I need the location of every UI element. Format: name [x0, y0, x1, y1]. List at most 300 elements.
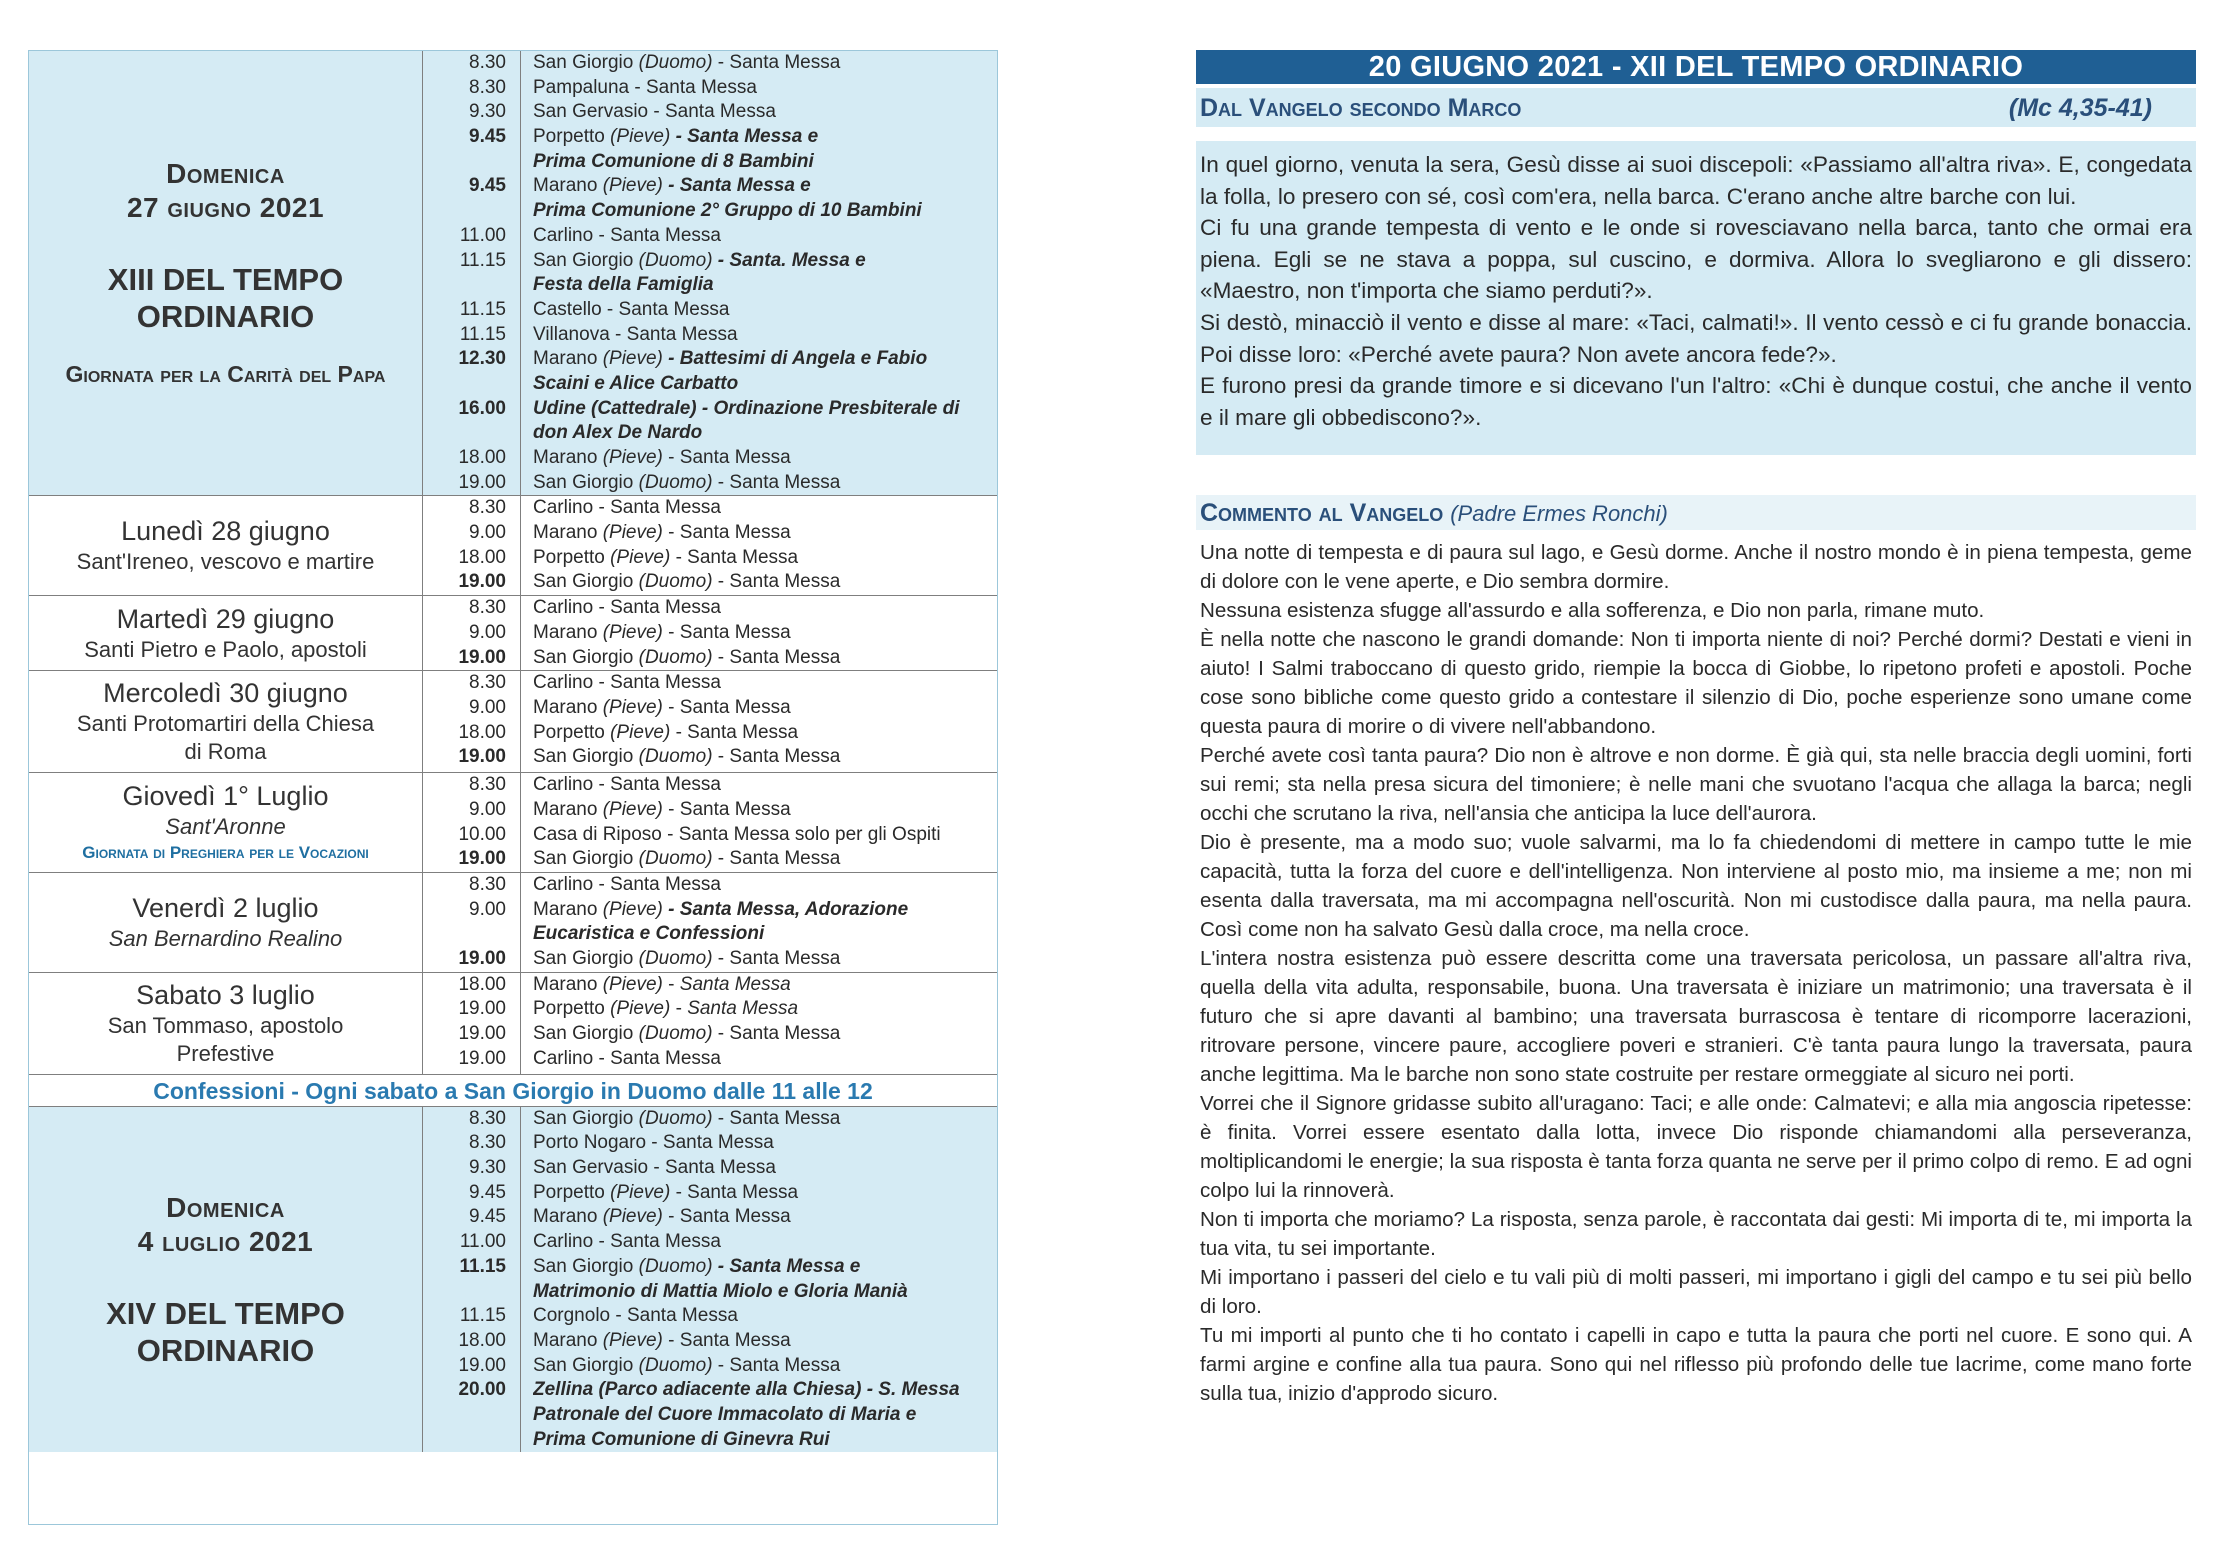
gospel-paragraph: Ci fu una grande tempesta di vento e le onde si rovesciavano nella barca, tanto che ormai era piena. Egli se ne stava a poppa, sul cuscino, e dormiva. Allora lo svegliarono e gli dissero: «Maestro, non t'importa che siamo perduti?».	[1200, 215, 2192, 304]
event-text: San Giorgio	[533, 471, 639, 493]
event-text: - Santa Messa	[712, 1354, 841, 1376]
mass-event	[533, 1156, 997, 1181]
saint-of-day: Sant'Aronne	[165, 814, 286, 840]
mass-time: 8.30	[469, 672, 506, 694]
weekday-name: Venerdì 2 luglio	[132, 892, 319, 923]
mass-time	[423, 421, 520, 446]
event-text: Porpetto	[533, 126, 611, 148]
event-column	[521, 773, 997, 872]
event-text: Marano	[533, 898, 603, 920]
event-text: - Santa Messa	[662, 798, 791, 820]
mass-time: 9.30	[469, 1157, 506, 1179]
event-text: - Santa Messa	[712, 52, 841, 73]
weekday-block	[29, 596, 997, 671]
event-text: - Santa Messa	[712, 848, 841, 870]
weekday-block	[29, 671, 997, 773]
event-text: Castello - Santa Messa	[533, 298, 730, 320]
mass-event	[533, 1047, 997, 1072]
event-text: Porpetto	[533, 721, 611, 743]
gospel-text	[1196, 141, 2196, 455]
mass-time: 8.30	[469, 52, 506, 73]
mass-time: 18.00	[458, 973, 506, 995]
event-text: (Duomo)	[638, 646, 713, 668]
event-text: (Pieve)	[610, 998, 671, 1020]
mass-time: 18.00	[458, 1329, 506, 1351]
event-text: Marano	[533, 348, 603, 370]
reading-header: 20 GIUGNO 2021 - XII DEL TEMPO ORDINARIO	[1196, 50, 2196, 84]
saint-of-day: di Roma	[184, 739, 267, 765]
saint-of-day: San Tommaso, apostolo	[107, 1012, 344, 1038]
mass-event	[533, 1378, 997, 1403]
mass-time: 20.00	[458, 1379, 506, 1401]
mass-event	[533, 496, 997, 521]
event-text: - Santa Messa	[670, 546, 799, 568]
event-text: Villanova - Santa Messa	[533, 323, 738, 345]
event-text: Marano	[533, 522, 603, 544]
mass-time: 9.45	[469, 126, 506, 148]
event-text: (Pieve)	[602, 898, 663, 920]
mass-event	[533, 922, 997, 947]
mass-event	[533, 1131, 997, 1156]
event-text: Carlino - Santa Messa	[533, 1047, 721, 1069]
mass-event	[533, 125, 997, 150]
time-column	[423, 496, 521, 595]
mass-time	[423, 1403, 520, 1428]
event-text: Porpetto	[533, 1181, 611, 1203]
event-text: (Duomo)	[638, 848, 713, 870]
time-column	[423, 873, 521, 972]
gospel-paragraph: E furono presi da grande timore e si dicevano l'un l'altro: «Chi è dunque costui, che anche il vento e il mare gli obbediscono?».	[1200, 373, 2192, 430]
comment-paragraph: Una notte di tempesta e di paura sul lago, e Gesù dorme. Anche il nostro mondo è in piena tempesta, geme di dolore con le vene aperte, e Dio sembra dormire.	[1200, 541, 2192, 594]
comment-paragraph: Mi importano i passeri del cielo e tu vali più di molti passeri, mi importano i gigli del campo e tu sei più bello di loro.	[1200, 1266, 2192, 1319]
time-column	[423, 596, 521, 670]
mass-time	[423, 150, 520, 175]
event-column	[521, 671, 997, 772]
event-text: (Pieve)	[602, 798, 663, 820]
mass-event	[533, 847, 997, 872]
day-label-cell	[29, 973, 423, 1074]
event-text: (Duomo)	[638, 948, 713, 969]
event-text: Santa Messa	[687, 998, 799, 1020]
mass-time: 12.30	[458, 348, 506, 370]
sunday-date-line: Domenica	[166, 158, 285, 190]
mass-event	[533, 947, 997, 972]
mass-event	[533, 1428, 997, 1453]
day-label-cell	[29, 1107, 423, 1453]
saint-of-day: Sant'Ireneo, vescovo e martire	[76, 549, 375, 575]
event-text: San Giorgio	[533, 848, 639, 870]
event-column	[521, 973, 997, 1074]
event-text: (Duomo)	[638, 471, 713, 493]
weekday-block	[29, 496, 997, 596]
event-text: Marano	[533, 175, 603, 197]
mass-time: 19.00	[458, 646, 506, 668]
event-text: Marano	[533, 447, 603, 468]
mass-event	[533, 898, 997, 923]
mass-event	[533, 323, 997, 348]
event-text: - Santa Messa	[662, 696, 791, 718]
mass-time: 8.30	[469, 873, 506, 895]
event-text: Eucaristica e Confessioni	[533, 923, 765, 945]
gospel-paragraph: In quel giorno, venuta la sera, Gesù disse ai suoi discepoli: «Passiamo all'altra riva». E, congedata la folla, lo presero con sé, così com'era, nella barca. C'erano anche altre barche con lui.	[1200, 152, 2192, 209]
weekday-block	[29, 973, 997, 1075]
event-text: - Santa Messa	[712, 746, 841, 768]
event-text: (Pieve)	[610, 546, 671, 568]
mass-time: 19.00	[458, 571, 506, 593]
event-text: (Duomo)	[638, 1107, 713, 1129]
weekday-name: Sabato 3 luglio	[136, 979, 315, 1010]
comment-paragraph: Perché avete così tanta paura? Dio non è altrove e non dorme. È già qui, sta nelle braccia degli uomini, forti sui remi; sta nella presa sicura del timoniere; è nelle mani che svuotano l'acqua che allaga la barca; negli occhi che scrutano la riva, nell'ansia che anticipa la luce dell'aurora.	[1200, 744, 2192, 826]
event-text: (Pieve)	[610, 1181, 671, 1203]
event-text: - Santa Messa	[670, 1181, 799, 1203]
mass-event	[533, 1304, 997, 1329]
mass-time: 18.00	[458, 721, 506, 743]
event-text: (Pieve)	[602, 973, 663, 995]
mass-time: 9.45	[469, 1206, 506, 1228]
event-text: -	[670, 998, 688, 1020]
mass-time: 9.30	[469, 101, 506, 123]
event-column	[521, 1107, 997, 1453]
day-note: Giornata di Preghiera per le Vocazioni	[82, 843, 369, 863]
event-text: Patronale del Cuore Immacolato di Maria e	[533, 1403, 917, 1425]
event-text: (Duomo)	[638, 52, 713, 73]
weekday-name: Martedì 29 giugno	[116, 603, 335, 634]
event-text: Marano	[533, 973, 603, 995]
gospel-paragraph: Si destò, minacciò il vento e disse al mare: «Taci, calmati!». Il vento cessò e ci fu grande bonaccia. Poi disse loro: «Perché avete paura? Non avete ancora fede?».	[1200, 309, 2192, 367]
mass-event	[533, 397, 997, 422]
mass-event	[533, 224, 997, 249]
mass-time: 18.00	[458, 546, 506, 568]
mass-time: 8.30	[469, 1132, 506, 1154]
event-text: Carlino - Santa Messa	[533, 873, 721, 895]
event-text: Marano	[533, 1329, 603, 1351]
gospel-title: Dal Vangelo secondo Marco	[1200, 94, 1522, 122]
day-note: Giornata per la Carità del Papa	[65, 361, 386, 388]
mass-time: 16.00	[458, 397, 506, 419]
mass-time: 19.00	[458, 848, 506, 870]
mass-time: 19.00	[458, 471, 506, 493]
event-text: - Santa Messa	[712, 646, 841, 668]
event-text: - Santa Messa	[712, 571, 841, 593]
mass-time	[423, 1428, 520, 1453]
comment-title-row	[1196, 495, 2196, 530]
weekday-name: Mercoledì 30 giugno	[103, 678, 348, 709]
event-text: - Santa Messa e	[712, 1255, 861, 1277]
event-text: (Pieve)	[610, 126, 671, 148]
weekday-name: Lunedì 28 giugno	[121, 516, 330, 547]
mass-event	[533, 596, 997, 621]
mass-event	[533, 621, 997, 646]
comment-text	[1196, 530, 2196, 1408]
saint-of-day: Prefestive	[176, 1040, 275, 1066]
event-text: (Duomo)	[638, 249, 713, 271]
event-text: Scaini e Alice Carbatto	[533, 372, 739, 394]
event-text: Prima Comunione di 8 Bambini	[533, 150, 814, 172]
event-text: - Santa Messa	[712, 1107, 841, 1129]
mass-time	[423, 1280, 520, 1305]
mass-event	[533, 150, 997, 175]
event-text: (Duomo)	[638, 746, 713, 768]
mass-event	[533, 721, 997, 746]
event-text: (Duomo)	[638, 571, 713, 593]
sunday-date-line: 27 giugno 2021	[126, 192, 325, 224]
comment-author: (Padre Ermes Ronchi)	[1450, 501, 1668, 527]
mass-event	[533, 973, 997, 998]
event-text: - Santa Messa	[662, 522, 791, 544]
event-text: (Pieve)	[610, 721, 671, 743]
event-text: Carlino - Santa Messa	[533, 224, 721, 246]
event-text: - Santa Messa	[662, 447, 791, 468]
mass-event	[533, 273, 997, 298]
event-text: - Battesimi di Angela e Fabio	[662, 348, 928, 370]
liturgical-title: XIII DEL TEMPO	[107, 262, 344, 298]
event-text: (Duomo)	[638, 1354, 713, 1376]
mass-event	[533, 76, 997, 101]
event-text: Carlino - Santa Messa	[533, 597, 721, 619]
mass-event	[533, 671, 997, 696]
mass-time: 11.15	[459, 323, 506, 345]
time-column	[423, 1107, 521, 1453]
mass-event	[533, 199, 997, 224]
event-text: Pampaluna - Santa Messa	[533, 76, 757, 98]
mass-event	[533, 798, 997, 823]
time-column	[423, 973, 521, 1074]
mass-time: 9.45	[469, 175, 506, 197]
event-text: Porpetto	[533, 546, 611, 568]
sunday-date-line: 4 luglio 2021	[137, 1225, 314, 1257]
event-text: (Pieve)	[602, 696, 663, 718]
event-column	[521, 596, 997, 670]
mass-event	[533, 1107, 997, 1132]
comment-paragraph: È nella notte che nascono le grandi domande: Non ti importa niente di noi? Perché dormi? Destati e vieni in aiuto! I Salmi traboccano di questo grido, riempie la bocca di Giobbe, lo ripetono profeti e apostoli. Poche cose sono bibliche come questo grido a contestare il silenzio di Dio, poche esperienze sono umane come questa paura di morire o di vivere nell'abbandono.	[1200, 628, 2192, 739]
mass-time: 19.00	[458, 998, 506, 1020]
day-label-cell	[29, 596, 423, 670]
mass-event	[533, 100, 997, 125]
event-text: - Santa Messa	[712, 948, 841, 969]
event-text: Marano	[533, 1206, 603, 1228]
event-text: Carlino - Santa Messa	[533, 672, 721, 694]
reading-column	[1196, 50, 2196, 1408]
event-text: - Santa. Messa e	[712, 249, 866, 271]
event-text: San Giorgio	[533, 52, 639, 73]
weekday-block	[29, 773, 997, 873]
mass-time: 19.00	[458, 1354, 506, 1376]
event-text: Corgnolo - Santa Messa	[533, 1305, 738, 1327]
mass-time: 8.30	[469, 774, 506, 796]
mass-event	[533, 1255, 997, 1280]
liturgical-title: XIV DEL TEMPO	[106, 1295, 345, 1331]
event-text: Carlino - Santa Messa	[533, 497, 721, 519]
mass-event	[533, 646, 997, 671]
confession-banner: Confessioni - Ogni sabato a San Giorgio in Duomo dalle 11 alle 12	[29, 1075, 997, 1107]
mass-time: 19.00	[458, 1023, 506, 1045]
event-text: Marano	[533, 696, 603, 718]
event-text: don Alex De Nardo	[533, 422, 703, 444]
mass-event	[533, 873, 997, 898]
mass-event	[533, 1205, 997, 1230]
mass-event	[533, 471, 997, 496]
event-text: - Santa Messa	[662, 1329, 791, 1351]
event-text: (Pieve)	[602, 522, 663, 544]
event-text: Porpetto	[533, 998, 611, 1020]
event-text: (Duomo)	[638, 1023, 713, 1045]
event-text: San Giorgio	[533, 948, 639, 969]
time-column	[423, 773, 521, 872]
mass-time: 9.00	[469, 696, 506, 718]
event-text: Prima Comunione di Ginevra Rui	[533, 1428, 830, 1450]
mass-event	[533, 1354, 997, 1379]
mass-event	[533, 521, 997, 546]
event-text: Casa di Riposo - Santa Messa solo per gli Ospiti	[533, 823, 941, 845]
mass-event	[533, 570, 997, 595]
mass-time: 11.15	[459, 298, 506, 320]
mass-time: 9.00	[469, 522, 506, 544]
weekday-name: Giovedì 1° Luglio	[122, 781, 329, 812]
event-column	[521, 51, 997, 495]
event-text: Carlino - Santa Messa	[533, 1231, 721, 1253]
mass-event	[533, 1403, 997, 1428]
event-text: Matrimonio di Mattia Miolo e Gloria Manià	[533, 1280, 908, 1302]
comment-paragraph: Non ti importa che moriamo? La risposta, senza parole, è raccontata dai gesti: Mi importa di te, mi importa la tua vita, tu sei importante.	[1200, 1208, 2192, 1261]
mass-time	[423, 922, 520, 947]
day-label-cell	[29, 873, 423, 972]
event-text: Prima Comunione 2° Gruppo di 10 Bambini	[533, 200, 922, 222]
event-text: -	[662, 973, 680, 995]
mass-time: 8.30	[469, 76, 506, 98]
saint-of-day: Santi Protomartiri della Chiesa	[76, 711, 375, 737]
event-text: San Gervasio - Santa Messa	[533, 101, 776, 123]
mass-event	[533, 421, 997, 446]
event-text: Carlino - Santa Messa	[533, 774, 721, 796]
event-text: San Giorgio	[533, 1255, 639, 1277]
event-text: (Pieve)	[602, 1206, 663, 1228]
event-text: San Giorgio	[533, 646, 639, 668]
sunday-block	[29, 1107, 997, 1453]
time-column	[423, 51, 521, 495]
event-text: San Giorgio	[533, 746, 639, 768]
event-text: San Giorgio	[533, 1354, 639, 1376]
comment-paragraph: Dio è presente, ma a modo suo; vuole salvarmi, ma lo fa chiedendomi di mettere in campo tutte le mie capacità, tutta la forza del cuore e dell'intelligenza. Non interviene al posto mio, ma insieme a me; non mi esenta dalla traversata, ma mi accompagna nell'oscurità. Non mi custodisce dalla paura, ma nella paura. Così come non ha salvato Gesù dalla croce, ma nella croce.	[1200, 831, 2192, 942]
event-text: - Santa Messa	[712, 1023, 841, 1045]
event-text: - Santa Messa	[712, 471, 841, 493]
comment-paragraph: L'intera nostra esistenza può essere descritta come una traversata pericolosa, un passare all'altra riva, quella della vita adulta, responsabile, buona. Una traversata è iniziare un matrimonio; una traversata è il futuro che si apre davanti al bambino; una traversata burrascosa è tentare di ricomporre lacerazioni, ritrovare persone, vincere paure, accogliere poveri e stranieri. C'è tanta paura lungo la traversata, paura anche legittima. Ma le barche non sono state costruite per restare ormeggiate al sicuro nei porti.	[1200, 947, 2192, 1087]
mass-time: 8.30	[469, 597, 506, 619]
mass-event	[533, 696, 997, 721]
liturgical-title: ORDINARIO	[136, 299, 315, 335]
event-text: San Giorgio	[533, 571, 639, 593]
event-text: Marano	[533, 621, 603, 643]
event-text: - Santa Messa, Adorazione	[662, 898, 909, 920]
mass-event	[533, 298, 997, 323]
mass-event	[533, 1181, 997, 1206]
comment-paragraph: Tu mi importi al punto che ti ho contato i capelli in capo e tutta la paura che porti nel cuore. E sono qui. A farmi argine e confine alla tua paura. Sono qui nel riflesso più profondo delle tue lacrime, come mano forte sulla tua, inizio d'approdo sicuro.	[1200, 1324, 2192, 1406]
gospel-reference: (Mc 4,35-41)	[2008, 94, 2152, 122]
event-text: (Pieve)	[602, 348, 663, 370]
mass-event	[533, 1329, 997, 1354]
mass-time: 8.30	[469, 497, 506, 519]
day-label-cell	[29, 496, 423, 595]
event-text: (Duomo)	[638, 1255, 713, 1277]
mass-time: 9.00	[469, 898, 506, 920]
event-text: Festa della Famiglia	[533, 274, 714, 296]
mass-time: 11.15	[459, 1305, 506, 1327]
mass-event	[533, 249, 997, 274]
mass-event	[533, 773, 997, 798]
mass-event	[533, 347, 997, 372]
mass-event	[533, 372, 997, 397]
event-text: San Giorgio	[533, 249, 639, 271]
mass-event	[533, 745, 997, 770]
event-text: Udine (Cattedrale) - Ordinazione Presbiterale di	[533, 397, 960, 419]
gospel-title-row	[1196, 88, 2196, 127]
mass-time: 19.00	[458, 746, 506, 768]
mass-event	[533, 1280, 997, 1305]
event-text: - Santa Messa e	[662, 175, 811, 197]
mass-time: 10.00	[458, 823, 506, 845]
mass-time: 8.30	[469, 1107, 506, 1129]
event-column	[521, 496, 997, 595]
event-text: - Santa Messa	[662, 621, 791, 643]
event-text: (Pieve)	[602, 447, 663, 468]
day-label-cell	[29, 51, 423, 495]
comment-title: Commento al Vangelo	[1200, 499, 1444, 528]
mass-time	[423, 199, 520, 224]
mass-time: 19.00	[458, 948, 506, 969]
event-text: - Santa Messa	[662, 1206, 791, 1228]
mass-event	[533, 1230, 997, 1255]
saint-of-day: San Bernardino Realino	[108, 925, 343, 951]
mass-event	[533, 997, 997, 1022]
event-column	[521, 873, 997, 972]
event-text: Porto Nogaro - Santa Messa	[533, 1132, 774, 1154]
mass-event	[533, 546, 997, 571]
mass-event	[533, 51, 997, 76]
mass-event	[533, 1022, 997, 1047]
sunday-block	[29, 51, 997, 496]
day-label-cell	[29, 773, 423, 872]
event-text: San Giorgio	[533, 1107, 639, 1129]
event-text: (Pieve)	[602, 1329, 663, 1351]
mass-event	[533, 174, 997, 199]
event-text: (Pieve)	[602, 621, 663, 643]
mass-time: 9.00	[469, 798, 506, 820]
mass-event	[533, 446, 997, 471]
event-text: - Santa Messa	[670, 721, 799, 743]
mass-time: 11.00	[459, 224, 506, 246]
mass-time: 11.15	[459, 249, 506, 271]
event-text: Marano	[533, 798, 603, 820]
mass-time: 18.00	[458, 447, 506, 468]
mass-time: 9.00	[469, 621, 506, 643]
mass-time: 9.45	[469, 1181, 506, 1203]
day-label-cell	[29, 671, 423, 772]
event-text: - Santa Messa e	[670, 126, 819, 148]
event-text: Santa Messa	[679, 973, 791, 995]
mass-time: 11.00	[459, 1231, 506, 1253]
event-text: San Giorgio	[533, 1023, 639, 1045]
mass-event	[533, 823, 997, 848]
mass-schedule-table	[28, 50, 998, 1525]
comment-paragraph: Nessuna esistenza sfugge all'assurdo e alla sofferenza, e Dio non parla, rimane muto.	[1200, 599, 1985, 623]
time-column	[423, 671, 521, 772]
mass-time: 19.00	[458, 1047, 506, 1069]
mass-time	[423, 372, 520, 397]
sunday-date-line: Domenica	[166, 1191, 285, 1223]
comment-paragraph: Vorrei che il Signore gridasse subito all'uragano: Taci; e alle onde: Calmatevi; e alla mia angoscia ripetesse: è finita. Vorrei essere esentato dalla lotta, invece Dio risponde chiamandomi alla perseveranza, moltiplicandomi le energie; la sua risposta è tanta forza quanta ne serve per il primo colpo di remo. E ad ogni colpo lui la rinnoverà.	[1200, 1092, 2192, 1203]
liturgical-title: ORDINARIO	[136, 1332, 315, 1368]
saint-of-day: Santi Pietro e Paolo, apostoli	[84, 636, 367, 662]
mass-time: 11.15	[459, 1255, 506, 1277]
